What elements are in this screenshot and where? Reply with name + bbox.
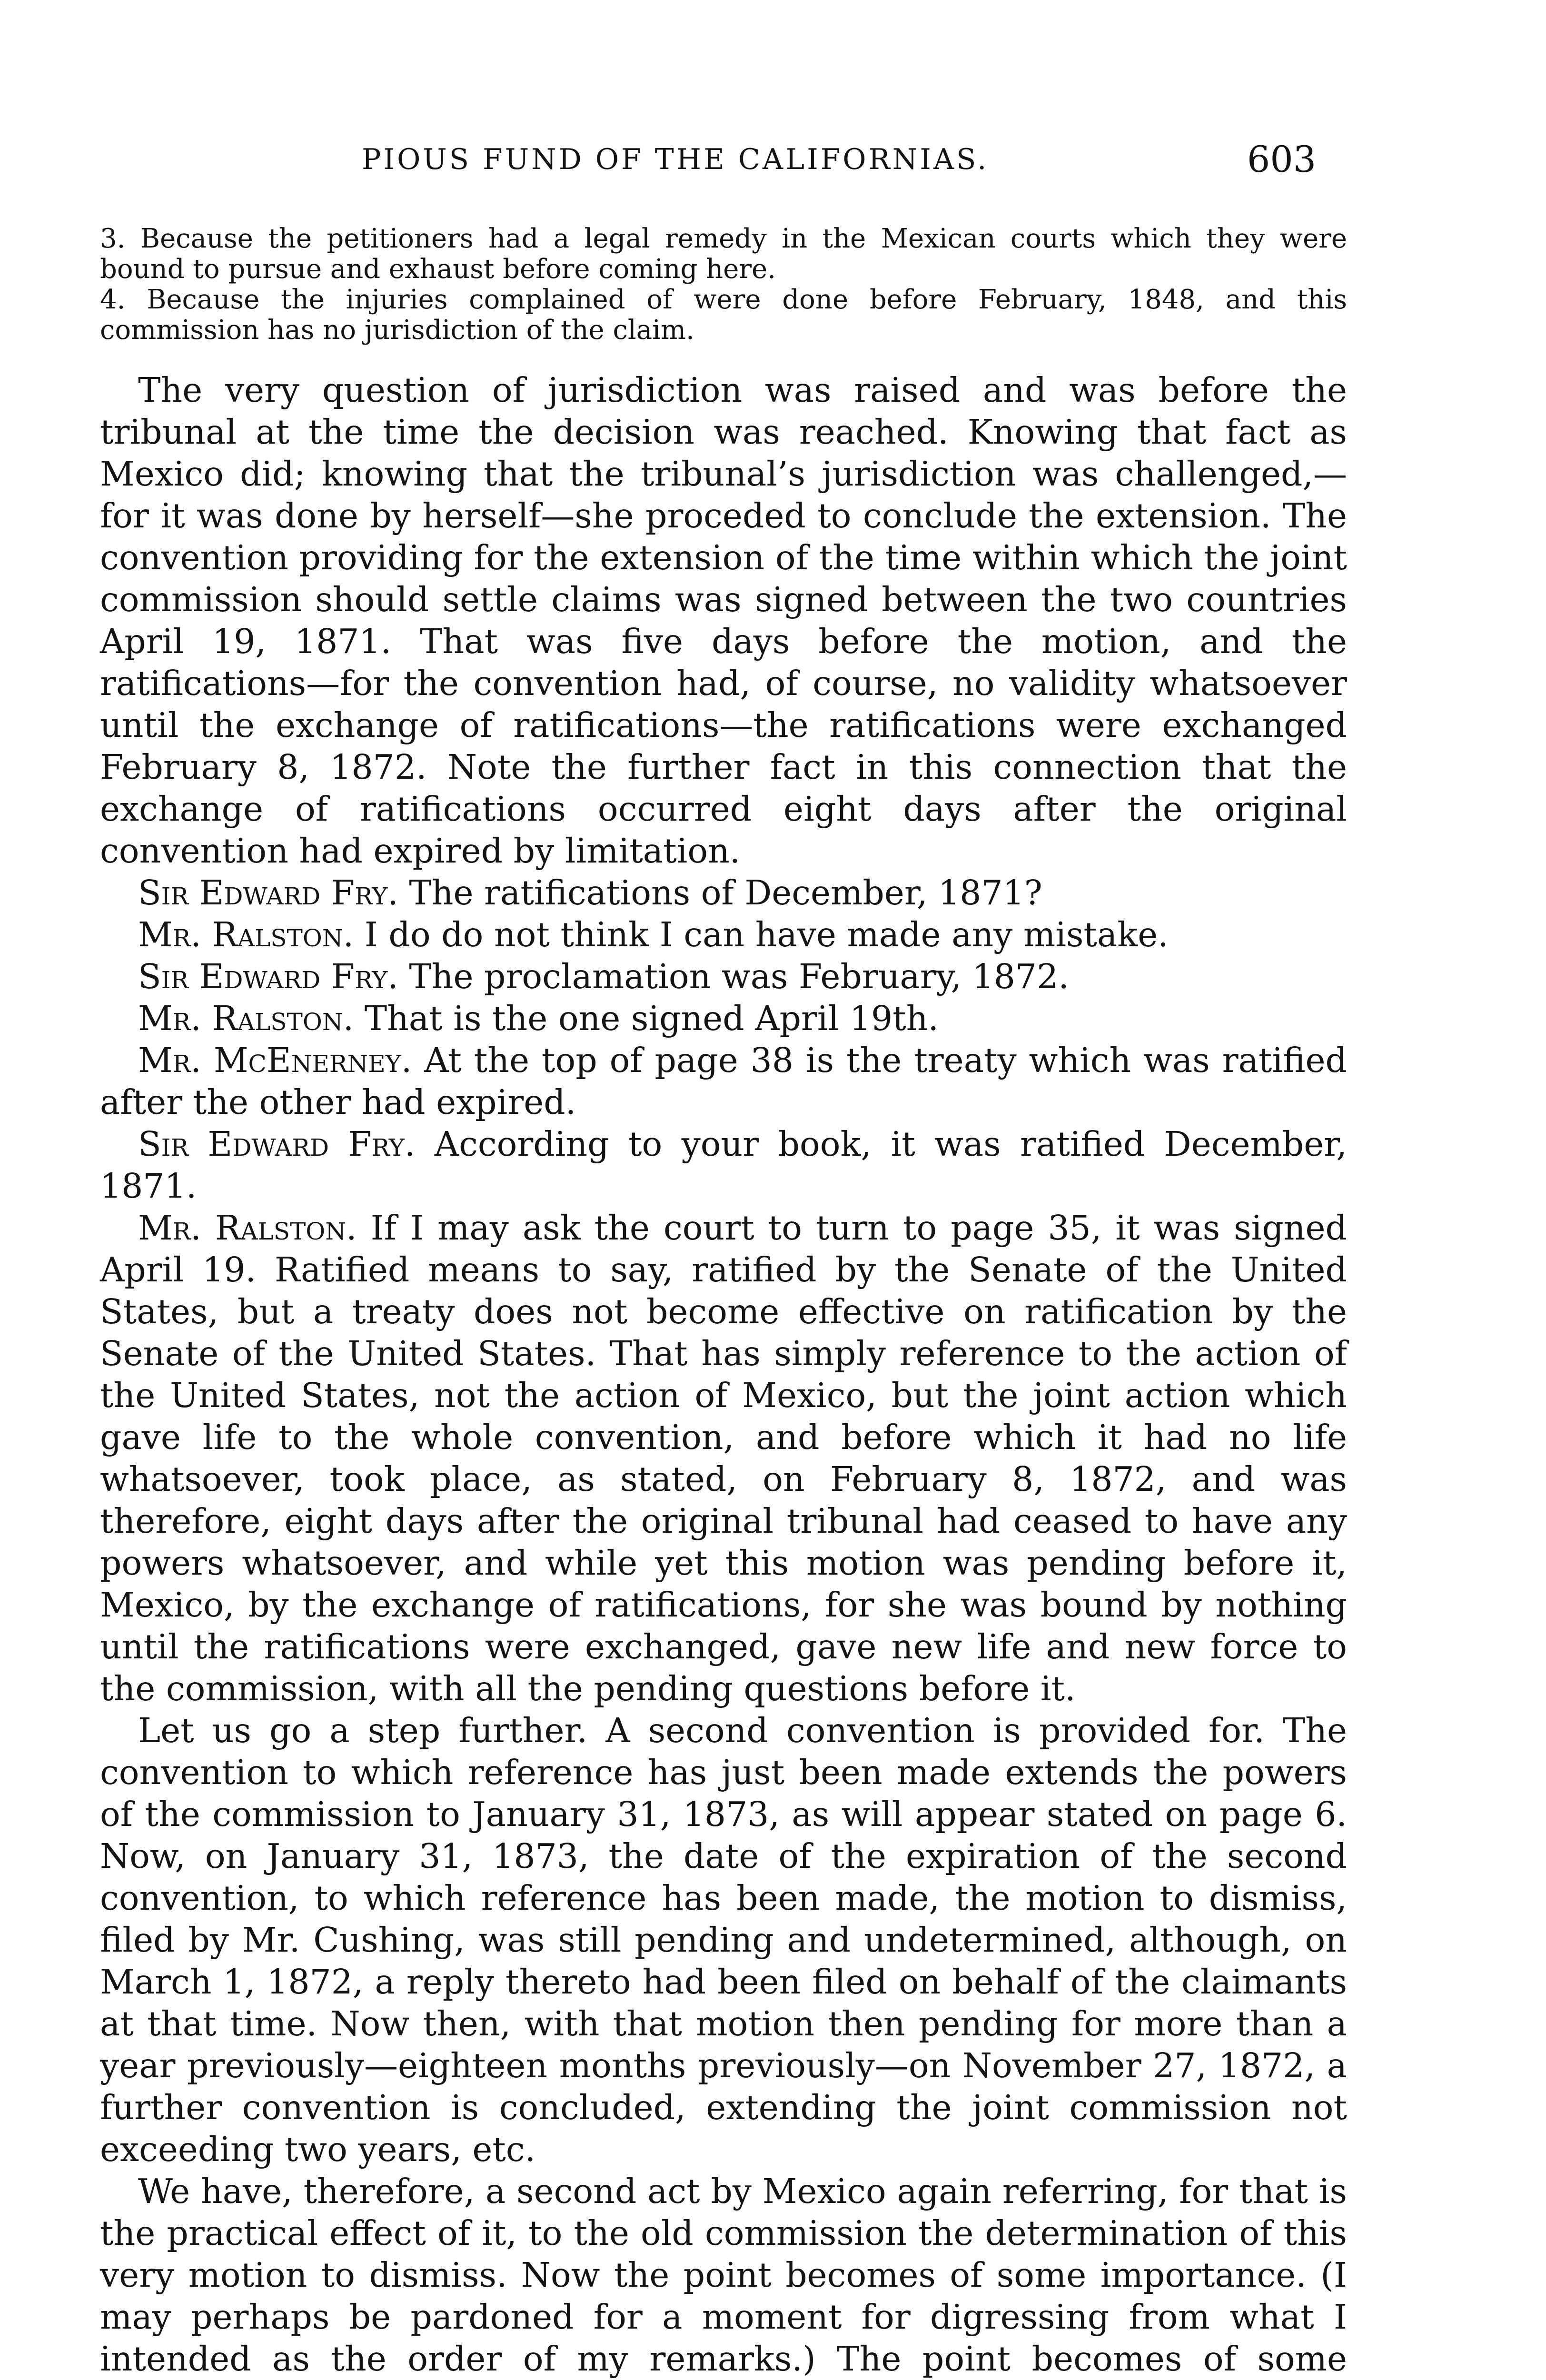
dialogue-line bbox=[100, 872, 1347, 914]
section-spacer bbox=[100, 346, 1347, 369]
page-number: 603 bbox=[1247, 138, 1317, 180]
paragraph bbox=[100, 369, 1347, 872]
paragraph bbox=[100, 2171, 1347, 2380]
dialogue-line bbox=[100, 914, 1347, 956]
dialogue-text: According to your book, it was ratified December, 1871. bbox=[100, 1124, 1347, 1206]
objection-item-3: 3. Because the petitioners had a legal remedy in the Mexican courts which they were bound to pursue and exhaust before coming here. bbox=[100, 223, 1347, 285]
speaker-name: Sir Edward Fry. bbox=[138, 1124, 416, 1164]
speaker-name: Mr. Ralston. bbox=[138, 999, 354, 1038]
speaker-name: Sir Edward Fry. bbox=[138, 873, 398, 912]
speaker-name: Sir Edward Fry. bbox=[138, 957, 398, 996]
dialogue-text: At the top of page 38 is the treaty which was ratified after the other had expired. bbox=[100, 1041, 1347, 1122]
objection-item-4: 4. Because the injuries complained of were done before February, 1848, and this commission has no jurisdiction of the claim. bbox=[100, 284, 1347, 346]
dialogue-line bbox=[100, 1207, 1347, 1710]
dialogue-line bbox=[100, 1040, 1347, 1123]
body-text bbox=[100, 224, 1347, 2380]
dialogue-text: If I may ask the court to turn to page 35, it was signed April 19. Ratified means to say, ratified by the Senate of the United States, but a treaty does not become effective on ratification by the Senate of the United States. That has simply reference to the action of the United States, not the action of Mexico, but the joint action which gave life to the whole convention, and before which it had no life whatsoever, took place, as stated, on February 8, 1872, and was therefore, eight days after the original tribunal had ceased to have any powers whatsoever, and while yet this motion was pending before it, Mexico, by the exchange of ratifications, for she was bound by nothing until the ratifications were exchanged, gave new life and new force to the commission, with all the pending questions before it. bbox=[100, 1208, 1348, 1708]
speaker-name: Mr. Ralston. bbox=[138, 1208, 357, 1248]
dialogue-line bbox=[100, 1123, 1347, 1207]
paragraph-text: Let us go a step further. A second convention is provided for. The convention to which reference has just been made extends the powers of the commission to January 31, 1873, as will appear stated on page 6. Now, on January 31, 1873, the date of the expiration of the second convention, to which reference has been made, the motion to dismiss, filed by Mr. Cushing, was still pending and undetermined, although, on March 1, 1872, a reply thereto had been filed on behalf of the claimants at that time. Now then, with that motion then pending for more than a year previously—eighteen months previously—on November 27, 1872, a further convention is concluded, extending the joint commission not exceeding two years, etc. bbox=[100, 1711, 1347, 2169]
dialogue-line bbox=[100, 956, 1347, 998]
speaker-name: Mr. McEnerney. bbox=[138, 1041, 412, 1080]
paragraph bbox=[100, 1710, 1347, 2171]
running-title: PIOUS FUND OF THE CALIFORNIAS. bbox=[362, 143, 989, 176]
dialogue-text: That is the one signed April 19th. bbox=[364, 999, 939, 1038]
paragraph-text: The very question of jurisdiction was raised and was before the tribunal at the time the decision was reached. Knowing that fact as Mexico did; knowing that the tribunal’s jurisdiction was challenged,—for it was done by herself—she proceded to conclude the extension. The convention providing for the extension of the time within which the joint commission should settle claims was signed between the two countries April 19, 1871. That was five days before the motion, and the ratifications—for the convention had, of course, no validity whatsoever until the exchange of ratifications—the ratifications were exchanged February 8, 1872. Note the further fact in this connection that the exchange of ratifications occurred eight days after the original convention had expired by limitation. bbox=[100, 370, 1347, 871]
paragraph-text: We have, therefore, a second act by Mexico again referring, for that is the practical effect of it, to the old commission the determination of this very motion to dismiss. Now the point becomes of some importance. (I may perhaps be pardoned for a moment for digressing from what I intended as the order of my remarks.) The point becomes of some bbox=[100, 2172, 1347, 2379]
dialogue-line bbox=[100, 998, 1347, 1040]
dialogue-text: The proclamation was February, 1872. bbox=[409, 957, 1069, 996]
dialogue-text: The ratifications of December, 1871? bbox=[409, 873, 1042, 912]
dialogue-text: I do do not think I can have made any mistake. bbox=[364, 915, 1169, 954]
speaker-name: Mr. Ralston. bbox=[138, 915, 354, 954]
